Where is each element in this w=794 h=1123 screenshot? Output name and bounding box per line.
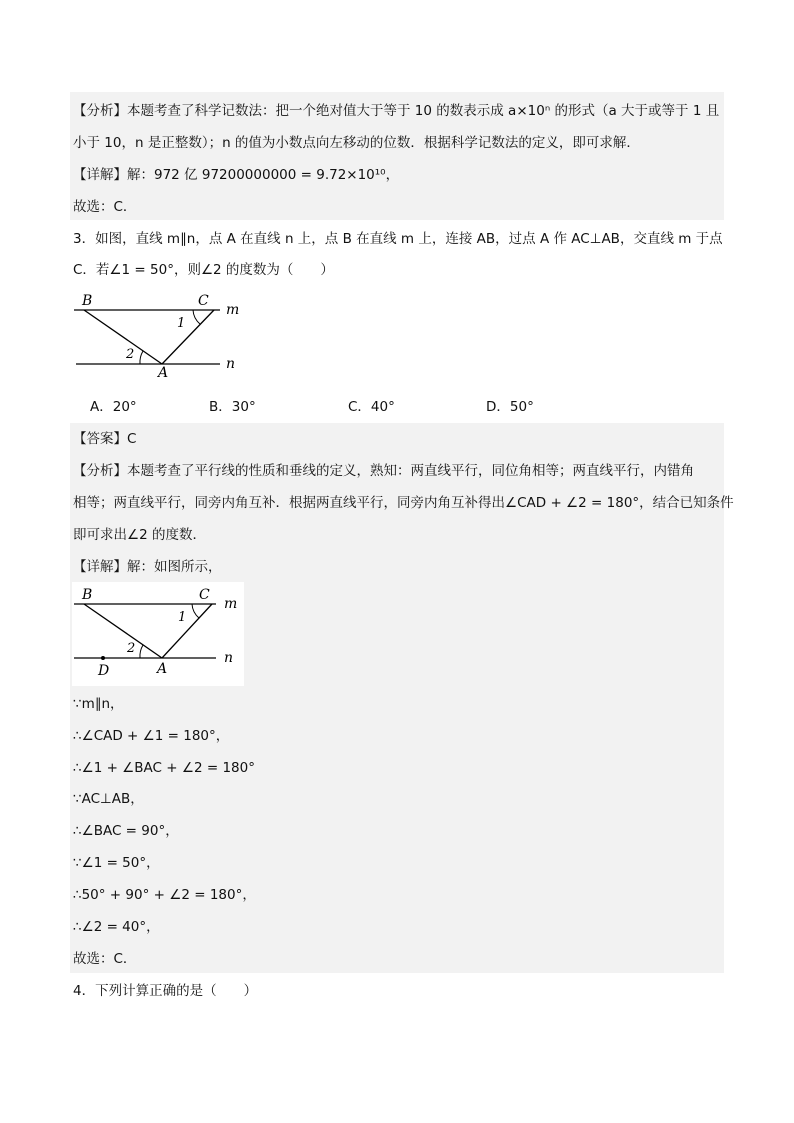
solution-step: ∴∠BAC = 90°， [73,823,179,839]
figure-label-C: C [198,293,209,309]
figure-label-B: B [82,587,93,603]
detail-text: 【详解】解：如图所示， [73,559,222,575]
figure-label-B: B [82,293,93,309]
solution-step: ∵∠1 = 50°， [73,855,160,871]
option-b: B．30° [209,399,256,415]
figure-label-C: C [199,587,210,603]
figure-label-1: 1 [178,610,187,625]
option-d: D．50° [486,399,534,415]
figure-label-1: 1 [177,316,186,331]
solution-step: ∴50° + 90° + ∠2 = 180°， [73,887,256,903]
choice-text: 故选：C． [73,199,137,215]
figure-label-m: m [224,596,238,612]
figure-label-n: n [224,650,234,666]
choice-text: 故选：C． [73,951,137,967]
analysis-text: 即可求出∠2 的度数． [73,527,206,543]
analysis-text: 【分析】本题考查了平行线的性质和垂线的定义，熟知：两直线平行，同位角相等；两直线平行，内错角 [73,463,694,479]
figure-label-2: 2 [126,347,135,362]
solution-step: ∵AC⊥AB， [73,791,144,807]
figure-label-D: D [98,663,110,679]
question-stem: 3．如图，直线 m∥n，点 A 在直线 n 上，点 B 在直线 m 上，连接 AB，过点 A 作 AC⊥AB，交直线 m 于点 [73,231,723,247]
analysis-text: 相等；两直线平行，同旁内角互补．根据两直线平行，同旁内角互补得出∠CAD + ∠2 = 180°，结合已知条件 [73,495,734,511]
solution-step: ∴∠2 = 40°， [73,919,160,935]
question-stem: 4．下列计算正确的是（ ） [73,983,258,999]
solution-step: ∴∠CAD + ∠1 = 180°， [73,728,230,744]
answer-text: 【答案】C [73,431,137,447]
analysis-text: 【分析】本题考查了科学记数法：把一个绝对值大于等于 10 的数表示成 a×10ⁿ 的形式（a 大于或等于 1 且 [73,103,720,119]
detail-text: 【详解】解：972 亿 97200000000 = 9.72×10¹⁰， [73,167,400,183]
solution-step: ∴∠1 + ∠BAC + ∠2 = 180° [73,760,255,776]
figure-label-m: m [226,302,240,318]
analysis-text: 小于 10，n 是正整数）；n 的值为小数点向左移动的位数．根据科学记数法的定义，即可求解． [73,135,640,151]
solution-figure [72,582,244,686]
question-figure [70,288,250,378]
figure-label-2: 2 [127,641,136,656]
option-c: C．40° [348,399,395,415]
solution-step: ∵m∥n， [73,696,124,712]
question-stem: C．若∠1 = 50°，则∠2 的度数为（ ） [73,262,334,278]
figure-label-A: A [158,365,169,378]
option-a: A．20° [90,399,137,415]
figure-label-n: n [226,356,236,372]
figure-label-A: A [157,661,168,677]
